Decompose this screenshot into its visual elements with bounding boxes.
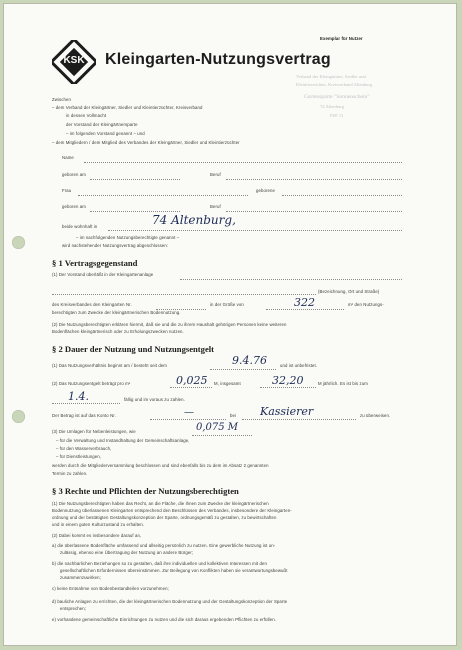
logo-text: KSK xyxy=(63,55,85,66)
mitglied-line: – dem Mitgliedern / dem Mitglied des Verbandes der Kleingärtner, Siedler und Kleintierzüchter xyxy=(52,140,240,145)
s1-p2a: des Kreisverbandes den Kleingarten Nr. xyxy=(52,302,132,307)
s3-p5: (2) Dabei kommt es insbesondere darauf an, xyxy=(52,533,142,538)
section-2-heading: § 2 Dauer der Nutzung und Nutzungsentgelt xyxy=(52,344,215,354)
page-title: Kleingarten-Nutzungsvertrag xyxy=(105,51,331,68)
start-date-field[interactable] xyxy=(210,369,276,370)
s2-p8: werden durch die Mitgliederversammlung beschlossen und sind ebenfalls bis zu dem im Absatz 2 genannten xyxy=(52,463,269,468)
s3-p14: e) vorhandene gemeinschaftliche Einrichtungen zu nutzen und die sich daraus ergebenden Pflichten zu erfüllen. xyxy=(52,617,276,622)
copy-note: Exemplar für Nutzer xyxy=(320,36,363,41)
due-date-value: 1.4. xyxy=(68,390,89,403)
s3-p4: und in einem guten Kulturzustand zu erhalten. xyxy=(52,522,145,527)
s1-p2c: m² den Nutzungs- xyxy=(348,302,384,307)
s3-p12: d) bauliche Anlagen zu errichten, die der kleingärtnerischen Bodennutzung und der Gestaltungskonzeption der Sparte xyxy=(52,599,288,604)
wohnhaft-field[interactable] xyxy=(108,230,402,231)
s3-p1: (1) Die Nutzungsberechtigten haben das Recht, an die Fläche, die ihnen zum Zwecke der kleingärtnerischen xyxy=(52,501,269,506)
section-3-heading: § 3 Rechte und Pflichten der Nutzungsberechtigten xyxy=(52,486,239,496)
total-value: 32,20 xyxy=(272,374,304,387)
s2-p4a: (3) Die Umlagen für Nebenleistungen, wie xyxy=(52,429,136,434)
section-1-heading: § 1 Vertragsgegenstand xyxy=(52,258,138,268)
zwischen-label: Zwischen xyxy=(52,97,71,102)
konto-value: — xyxy=(184,407,194,418)
s1-p3: berechtigten zum Zwecke der kleingärtnerischen Bodennutzung. xyxy=(52,310,181,315)
bank-value: Kassierer xyxy=(260,405,314,418)
s2-p3a: Der Betrag ist auf das Konto Nr. xyxy=(52,413,116,418)
total-field[interactable] xyxy=(260,387,316,388)
verband-line: – dem Verband der Kleingärtner, Siedler und Kleintierzüchter, Kreisverband xyxy=(52,105,203,110)
garden-size-value: 322 xyxy=(294,296,315,309)
s3-p2: Bodennutzung überlassenen Kleingarten entsprechend den Beschlüssen des Verbandes, insbesondere der Kleingarten- xyxy=(52,508,292,513)
s2-p2b: M, insgesamt xyxy=(214,381,241,386)
start-date-value: 9.4.76 xyxy=(232,354,267,367)
name-field[interactable] xyxy=(84,162,402,163)
birthdate-field-2[interactable] xyxy=(90,211,180,212)
s2-p2a: (2) Das Nutzungsentgelt beträgt pro m² xyxy=(52,381,131,386)
wohnhaft-label: beide wohnhaft in xyxy=(62,224,98,229)
s1-p5: Bodenflächen kleingärtnerisch oder zu Erholungszwecken nutzen. xyxy=(52,329,184,334)
nutzungsberechtigte-line: – im nachfolgenden Nutzungsberechtigte genannt – xyxy=(76,235,180,240)
beruf-field-2[interactable] xyxy=(226,211,402,212)
verpaechter-line: – im folgenden Vorstand genannt – und xyxy=(66,131,145,136)
s2-p6: – für den Wasserverbrauch, xyxy=(56,446,112,451)
s2-p9: Termin zu zahlen. xyxy=(52,471,88,476)
rate-field[interactable] xyxy=(170,387,212,388)
frau-field[interactable] xyxy=(78,195,248,196)
garden-size-field[interactable] xyxy=(266,309,344,310)
birthdate-field[interactable] xyxy=(90,179,180,180)
s3-p10: zusammenzuwirken; xyxy=(60,575,101,580)
vollmacht-line: in dessen Vollmacht xyxy=(66,113,107,118)
s3-p13: entsprechen; xyxy=(60,606,87,611)
konto-field[interactable] xyxy=(150,419,226,420)
ksk-logo xyxy=(52,40,96,84)
s1-bezeichnung: (Bezeichnung, Ort und Straße) xyxy=(318,289,380,294)
geborene-label: geborene xyxy=(256,188,275,193)
s3-p6: a) die überlassene Bodenfläche umfassend und allseitig persönlich zu nutzen. Eine gewerbliche Nutzung ist un- xyxy=(52,543,276,548)
s1-p2b: in der Größe von xyxy=(210,302,244,307)
s2-p1b: und ist unbefristet. xyxy=(280,363,318,368)
s2-p2d: fällig und im voraus zu zahlen. xyxy=(124,397,185,402)
s2-p3c: zu überweisen. xyxy=(360,413,391,418)
geborene-field[interactable] xyxy=(282,195,402,196)
s2-p5: – für die Verwaltung und Instandhaltung der Gemeinschaftsanlage, xyxy=(56,438,190,443)
geboren-label-2: geboren am xyxy=(62,204,86,209)
s3-p9: gesellschaftlichen Erfordernissen übereinstimmen. Zur Beilegung von Konflikten haben sie verantwortungsbewußt xyxy=(60,568,288,573)
punch-hole-top xyxy=(12,236,25,249)
s1-p4: (2) Die Nutzungsberechtigten erklären hiermit, daß sie und die zu ihrem Haushalt gehörigen Personen keine weiteren xyxy=(52,322,287,327)
umlage-field[interactable] xyxy=(192,435,252,436)
s2-p1a: (1) Das Nutzungsverhältnis beginnt am / besteht seit dem xyxy=(52,363,167,368)
rate-value: 0,025 xyxy=(176,374,208,387)
anlage-field-2[interactable] xyxy=(52,294,316,295)
bank-field[interactable] xyxy=(242,419,356,420)
s3-p7: zulässig, ebenso eine Übertragung der Nutzung an andere Bürger; xyxy=(60,550,194,555)
geboren-label: geboren am xyxy=(62,172,86,177)
contract-sheet: Exemplar für Nutzer KSK Kleingarten-Nutzungsvertrag Verband der Kleingärtner, Siedler und Kleintierzüchter, Kreisverband Altenburg Gartensparte "Sonnenschein" 74 Altenburg PSF 11 Zwischen – dem Verband der Kleingärtner, Siedler und Kleintierzüchter, Kreisverband in dessen Vollmacht der Vorstand der Kleingärtnersparte – im folgenden Vorstand genannt – und – dem Mitgliedern / dem Mitglied des Verbandes der Kleingärtner, Siedler und Kleintierzüchter Name geboren am Beruf Frau geborene geboren am Beruf beide wohnhaft in 74 Altenburg, – im nachfolgenden Nutzungsberechtigte genannt – wird nachstehender Nutzungsvertrag abgeschlossen: § 1 Vertragsgegenstand (1) Der Vorstand überläßt in der Kleingartenanlage (Bezeichnung, Ort und Straße) des Kreisverbandes den Kleingarten Nr. in der Größe von 322 m² den Nutzungs- berechtigten zum Zwecke der kleingärtnerischen Bodennutzung. (2) Die Nutzungsberechtigten erklären hiermit, daß sie und die zu ihrem Haushalt gehörigen Personen keine weiteren Bodenflächen kleingärtnerisch oder zu Erholungszwecken nutzen. § 2 Dauer der Nutzung und Nutzungsentgelt (1) Das Nutzungsverhältnis beginnt am / besteht seit dem 9.4.76 und ist unbefristet. (2) Das Nutzungsentgelt beträgt pro m² 0,025 M, insgesamt 32,20 M jährlich. Es ist bis zum 1.4. fällig und im voraus zu zahlen. Der Betrag ist auf das Konto Nr. — bei Kassierer zu überweisen. (3) Die Umlagen für Nebenleistungen, wie 0,075 M – für die Verwaltung und Instandhaltung der Gemeinschaftsanlage, – für den Wasserverbrauch, – für Dienstleistungen, werden durch die Mitgliederversammlung beschlossen und sind ebenfalls bis zu dem im Absatz 2 genannten Termin zu zahlen. § 3 Rechte und Pflichten der Nutzungsberechtigten (1) Die Nutzungsberechtigten haben das Recht, an die Fläche, die ihnen zum Zwecke der kleingärtnerischen Bodennutzung überlassenen Kleingarten entsprechend den Beschlüssen des Verbandes, insbesondere der Kleingarten- ordnung und der bestätigten Gestaltungskonzeption der Sparte, ordnungsgemäß zu gestalten, zu bewirtschaften und in einem guten Kulturzustand zu erhalten. (2) Dabei kommt es insbesondere darauf an, a) die überlassene Bodenfläche umfassend und allseitig persönlich zu nutzen. Eine gewerbliche Nutzung ist un- zulässig, ebenso eine Übertragung der Nutzung an andere Bürger; b) die nachbarlichen Beziehungen so zu gestalten, daß ihre individuellen und kollektiven Interessen mit den gesellschaftlichen Erfordernissen übereinstimmen. Zur Beilegung von Konflikten haben sie verantwortungsbewußt zusammenzuwirken; c) keine Entnahme von Bodenbestandteilen vorzunehmen; d) bauliche Anlagen zu errichten, die der kleingärtnerischen Bodennutzung und der Gestaltungskonzeption der Sparte entsprechen; e) vorhandene gemeinschaftliche Einrichtungen zu nutzen und die sich daraus ergebenden Pflichten zu erfüllen. xyxy=(3,3,457,646)
due-date-field[interactable] xyxy=(52,403,120,404)
beruf-label: Beruf xyxy=(210,172,221,177)
punch-hole-bottom xyxy=(12,410,25,423)
vereinbart-line: wird nachstehender Nutzungsvertrag abgeschlossen: xyxy=(62,243,169,248)
s2-p3b: bei xyxy=(230,413,237,418)
s3-p8: b) die nachbarlichen Beziehungen so zu gestalten, daß ihre individuellen und kollektiven Interessen mit den xyxy=(52,561,267,566)
frau-label: Frau xyxy=(62,188,72,193)
beruf-field[interactable] xyxy=(226,179,402,180)
s3-p3: ordnung und der bestätigten Gestaltungskonzeption der Sparte, ordnungsgemäß zu gestalten, zu bewirtschaften xyxy=(52,515,277,520)
s2-p2c: M jährlich. Es ist bis zum xyxy=(318,381,368,386)
s1-p1: (1) Der Vorstand überläßt in der Kleingartenanlage xyxy=(52,272,154,277)
s2-p7: – für Dienstleistungen, xyxy=(56,454,102,459)
beruf-label-2: Beruf xyxy=(210,204,221,209)
umlage-value: 0,075 M xyxy=(196,422,239,433)
vorstand-line: der Vorstand der Kleingärtnersparte xyxy=(66,122,138,127)
kleingartenanlage-field[interactable] xyxy=(180,279,402,280)
name-label: Name xyxy=(62,155,74,160)
wohnhaft-value: 74 Altenburg, xyxy=(152,213,236,227)
s3-p11: c) keine Entnahme von Bodenbestandteilen vorzunehmen; xyxy=(52,586,169,591)
